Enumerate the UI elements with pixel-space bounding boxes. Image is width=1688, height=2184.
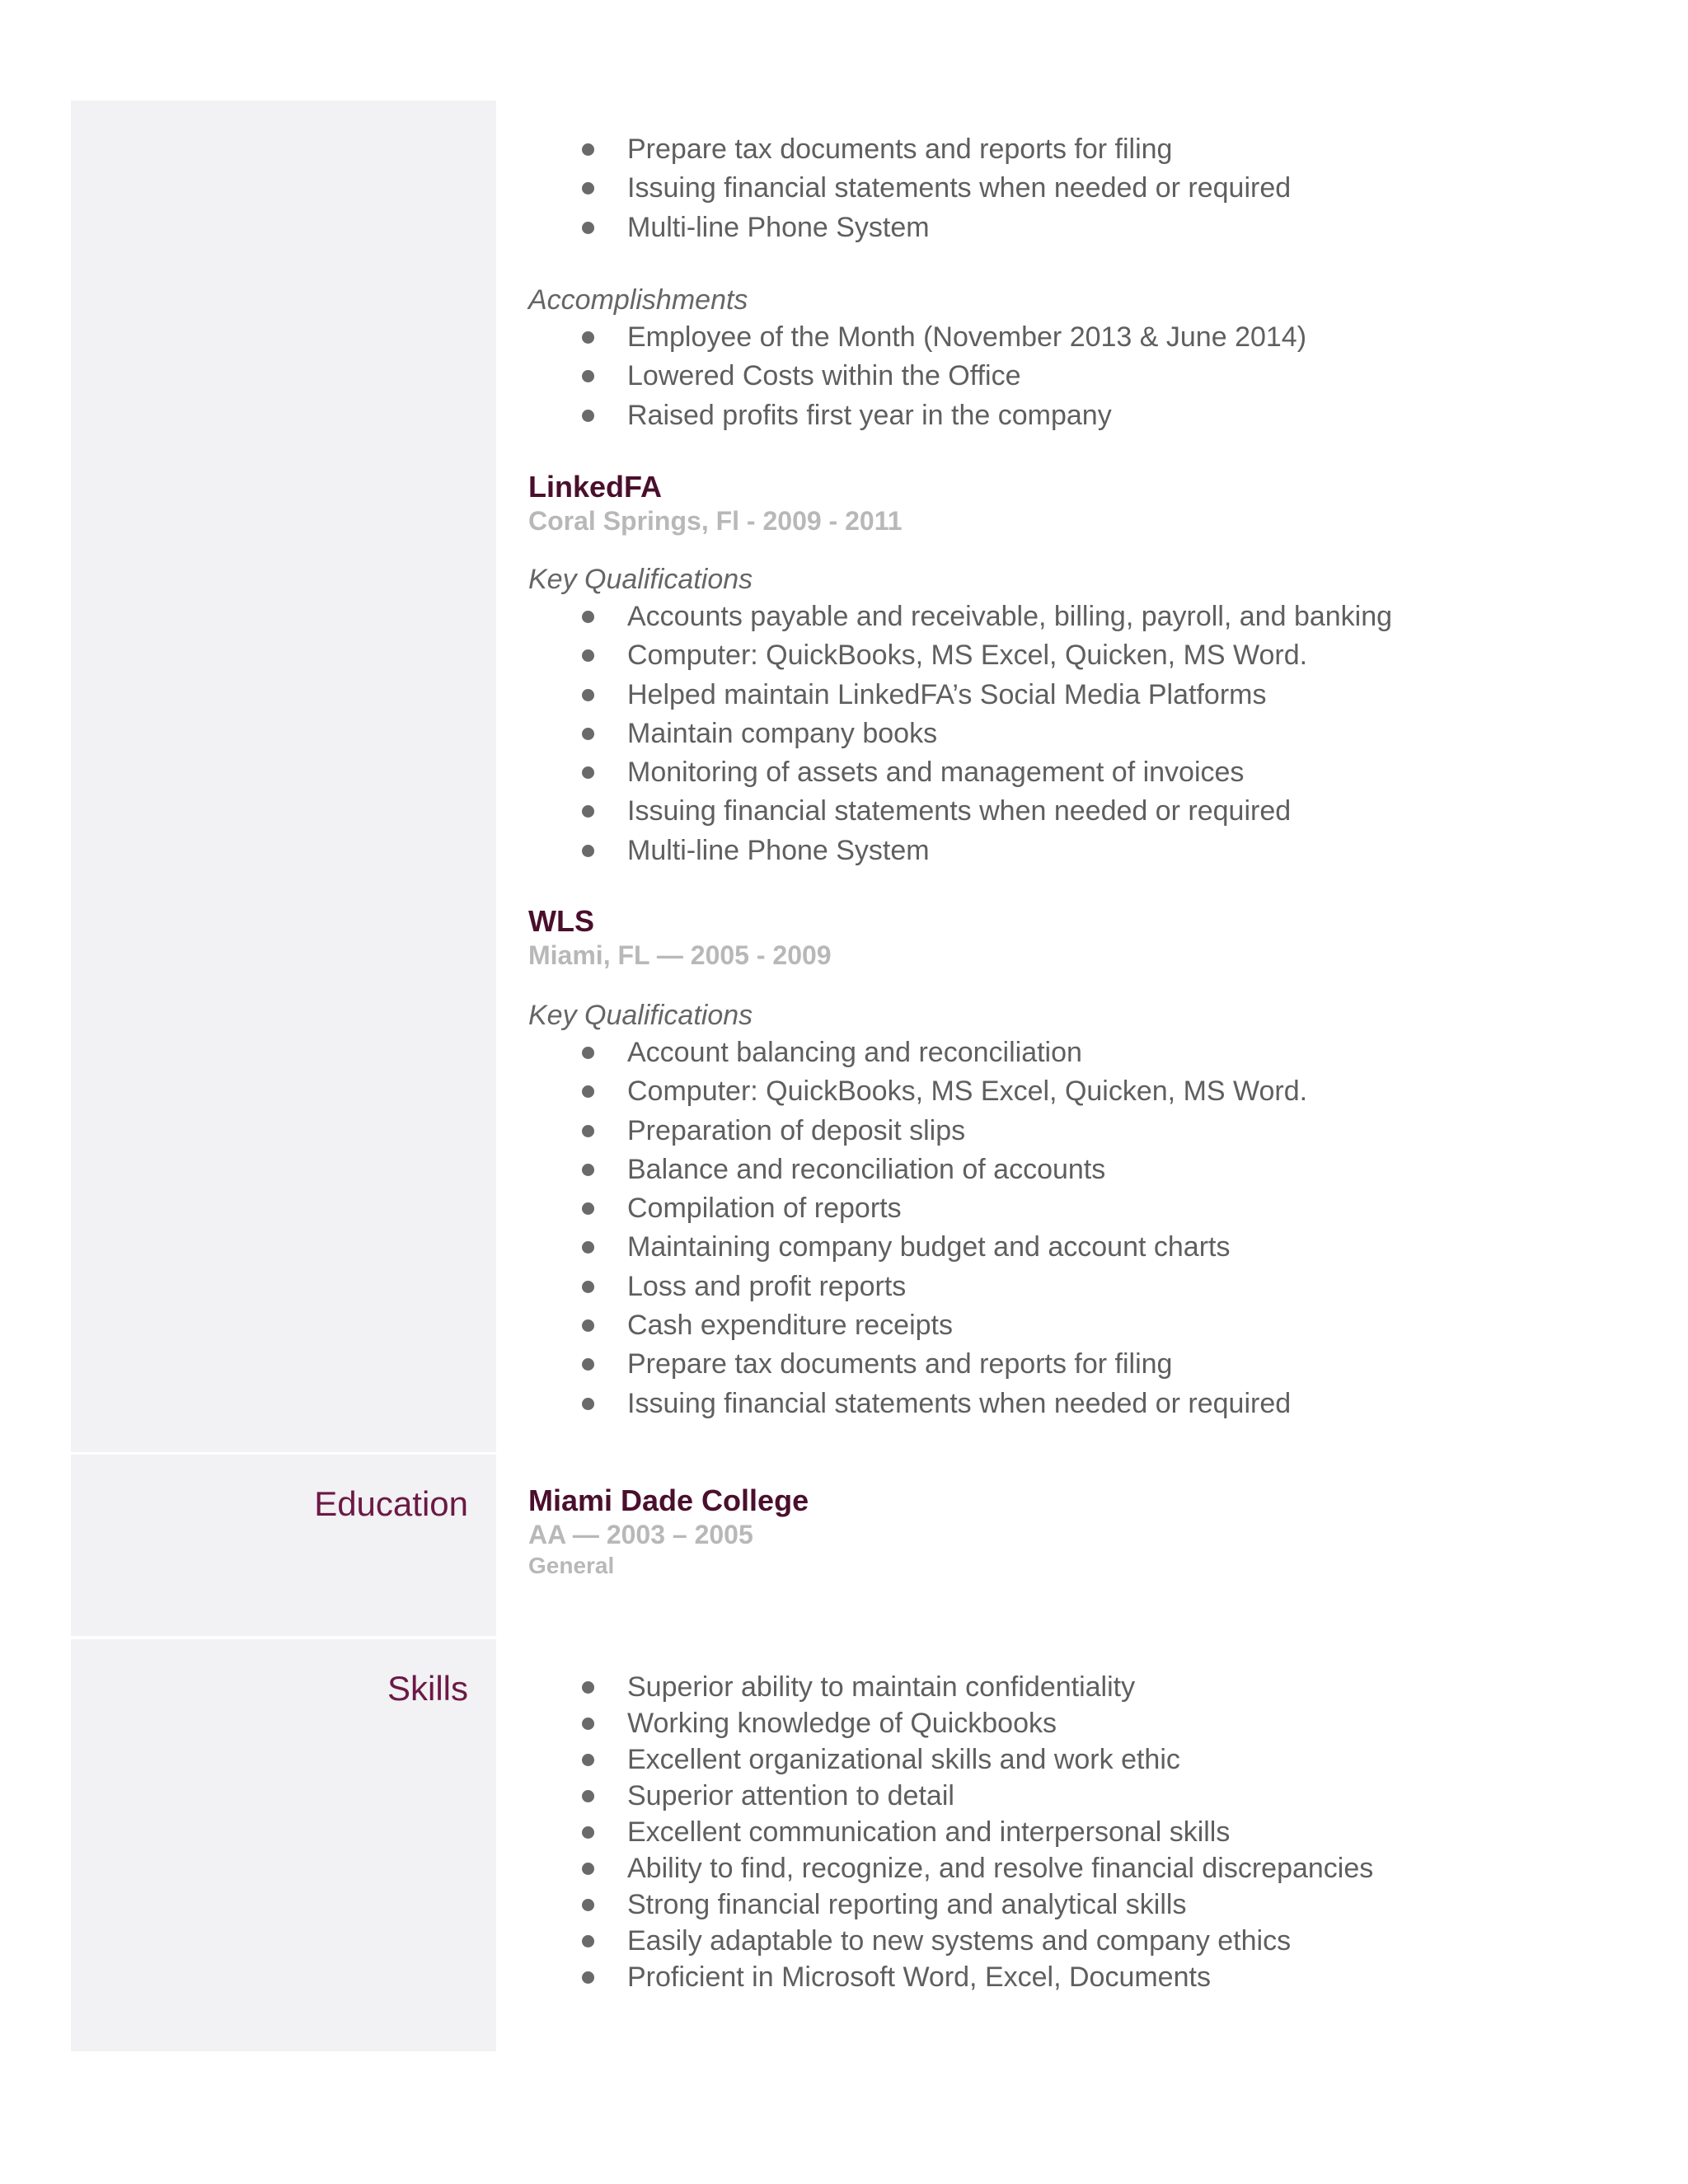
list-item: Superior ability to maintain confidentiality (528, 1669, 1649, 1705)
qualifications-heading: Key Qualifications (528, 564, 753, 595)
job-entry (528, 470, 1649, 537)
list-item: Employee of the Month (November 2013 & June 2014) (528, 318, 1649, 357)
list-item: Working knowledge of Quickbooks (528, 1705, 1649, 1741)
degree-dates: AA — 2003 – 2005 (528, 1520, 753, 1549)
accomplishments-heading: Accomplishments (528, 284, 748, 316)
list-item: Raised profits first year in the company (528, 396, 1649, 435)
list-item: Monitoring of assets and management of invoices (528, 753, 1649, 792)
list-item: Helped maintain LinkedFA’s Social Media Platforms (528, 676, 1649, 715)
list-item: Computer: QuickBooks, MS Excel, Quicken, MS Word. (528, 1072, 1649, 1111)
list-item: Prepare tax documents and reports for filing (528, 1345, 1649, 1384)
degree-field: General (528, 1553, 615, 1578)
school-name: Miami Dade College (528, 1483, 809, 1517)
job-bullet-list (528, 130, 1649, 247)
accomplishments-list (528, 318, 1649, 435)
list-item: Prepare tax documents and reports for filing (528, 130, 1649, 169)
section-label-skills: Skills (387, 1669, 468, 1708)
sidebar-skills-block (71, 1639, 496, 2051)
list-item: Multi-line Phone System (528, 209, 1649, 247)
list-item: Account balancing and reconciliation (528, 1033, 1649, 1072)
qualifications-heading: Key Qualifications (528, 1000, 753, 1031)
list-item: Excellent organizational skills and work ethic (528, 1741, 1649, 1778)
list-item: Maintaining company budget and account charts (528, 1228, 1649, 1267)
list-item: Easily adaptable to new systems and company ethics (528, 1923, 1649, 1959)
list-item: Preparation of deposit slips (528, 1112, 1649, 1151)
list-item: Excellent communication and interpersonal skills (528, 1814, 1649, 1850)
company-name: LinkedFA (528, 470, 663, 504)
job-location-dates: Miami, FL — 2005 - 2009 (528, 940, 832, 970)
qualifications-list (528, 598, 1649, 870)
list-item: Cash expenditure receipts (528, 1306, 1649, 1345)
list-item: Multi-line Phone System (528, 832, 1649, 870)
list-item: Proficient in Microsoft Word, Excel, Documents (528, 1959, 1649, 1995)
section-label-education: Education (314, 1484, 468, 1523)
sidebar-experience-block (71, 101, 496, 1452)
list-item: Issuing financial statements when needed or required (528, 1385, 1649, 1423)
list-item: Issuing financial statements when needed or required (528, 169, 1649, 208)
accomplishments-section (528, 282, 1649, 435)
list-item: Computer: QuickBooks, MS Excel, Quicken, MS Word. (528, 636, 1649, 675)
company-name: WLS (528, 904, 594, 938)
list-item: Compilation of reports (528, 1189, 1649, 1228)
list-item: Balance and reconciliation of accounts (528, 1151, 1649, 1189)
list-item: Loss and profit reports (528, 1268, 1649, 1306)
skills-section (528, 1669, 1649, 1995)
sidebar-education-block (71, 1455, 496, 1636)
skills-list (528, 1669, 1649, 1995)
list-item: Strong financial reporting and analytical skills (528, 1886, 1649, 1923)
job-entry (528, 904, 1649, 972)
list-item: Maintain company books (528, 715, 1649, 753)
experience-continued (528, 130, 1649, 247)
list-item: Issuing financial statements when needed or required (528, 792, 1649, 831)
list-item: Lowered Costs within the Office (528, 357, 1649, 396)
list-item: Accounts payable and receivable, billing, payroll, and banking (528, 598, 1649, 636)
list-item: Superior attention to detail (528, 1778, 1649, 1814)
job-qualifications (528, 997, 1649, 1423)
list-item: Ability to find, recognize, and resolve financial discrepancies (528, 1850, 1649, 1886)
education-entry (528, 1483, 1649, 1581)
job-location-dates: Coral Springs, Fl - 2009 - 2011 (528, 506, 903, 536)
job-qualifications (528, 561, 1649, 870)
qualifications-list (528, 1033, 1649, 1423)
